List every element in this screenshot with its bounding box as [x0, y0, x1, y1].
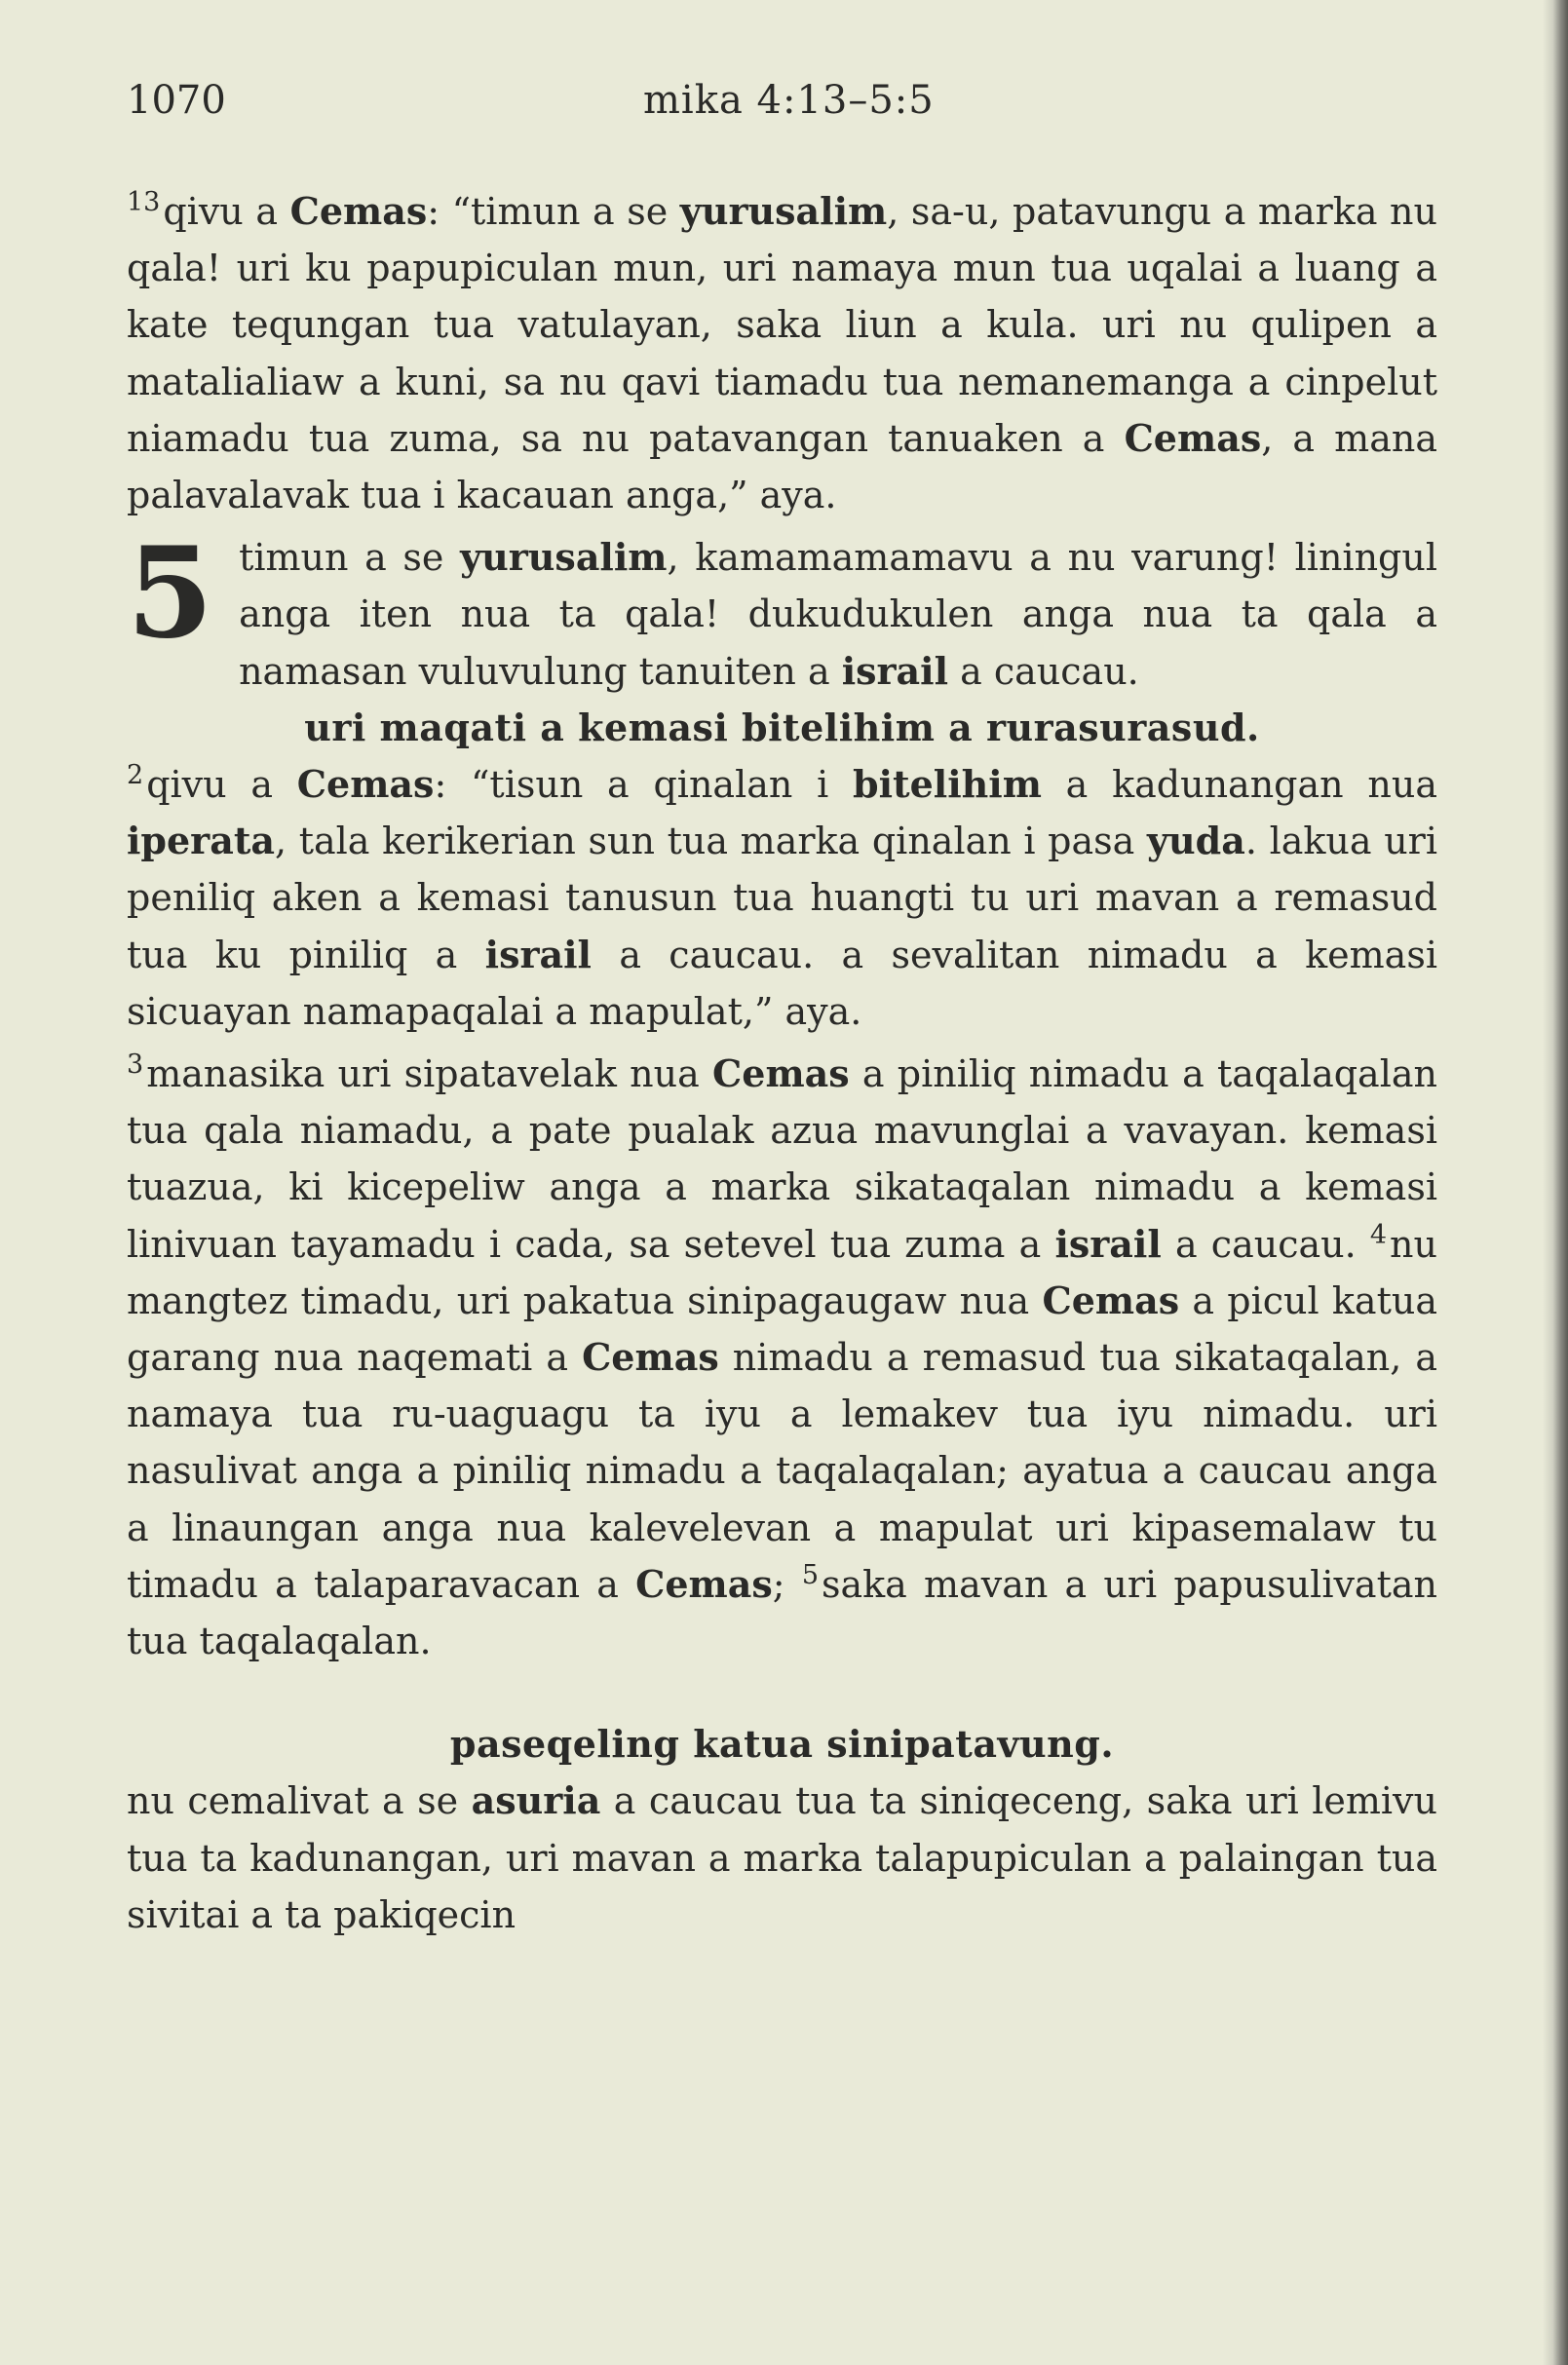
verse-text: a caucau. a sevalitan nimadu a kemasi sicuayan namapaqalai a mapulat,” aya.	[127, 933, 1437, 1033]
section-title: paseqeling katua sinipatavung.	[449, 1722, 1115, 1767]
verse-text: nimadu a remasud tua sikataqalan, a namaya tua ru-uaguagu ta iyu a lemakev tua iyu nimadu. uri nasulivat anga a piniliq nimadu a taqalaqalan; ayatua a caucau anga a linaungan anga nua kalevelevan a mapulat uri kipasemalaw tu timadu a talaparavacan a	[127, 1336, 1438, 1606]
bold-term: asuria	[471, 1778, 601, 1823]
body-text	[127, 183, 1437, 1943]
verse-text: a caucau tua ta siniqeceng, saka uri lemivu tua ta kadunangan, uri mavan a marka talapupiculan a palaingan tua sivitai a ta pakiqecin	[127, 1779, 1437, 1936]
running-head: mika 4:13–5:5	[643, 78, 935, 123]
bold-term: Cemas	[296, 762, 435, 807]
verse-text: a caucau.	[948, 649, 1139, 693]
verse-text: , tala kerikerian sun tua marka qinalan i pasa	[275, 820, 1147, 863]
verse-text: : “tisun a qinalan i	[434, 763, 854, 807]
verse-text: qivu a	[146, 763, 297, 807]
bold-term: Cemas	[582, 1335, 719, 1380]
verse-text: manasika uri sipatavelak nua	[146, 1052, 713, 1096]
verse-number: 13	[127, 187, 161, 218]
verse-text: saka mavan a uri papusulivatan tua taqalaqalan.	[127, 1562, 1437, 1663]
bold-term: yurusalim	[460, 535, 668, 580]
chapter-number: 5	[127, 520, 214, 668]
verse-number: 2	[127, 760, 144, 791]
verse-text: a caucau.	[1161, 1222, 1370, 1266]
bold-term: Cemas	[1042, 1278, 1180, 1322]
verse-text: , sa-u, patavungu a marka nu qala! uri ku papupiculan mun, uri namaya mun tua uqalai a luang a kate tequngan tua vatulayan, saka liun a kula. uri nu qulipen a matalialiaw a kuni, sa nu qavi tiamadu tua nemanemanga a cinpelut niamadu tua zuma, sa nu patavangan tanuaken a	[127, 190, 1437, 460]
verse-text: . lakua uri peniliq aken a kemasi tanusun tua huangti tu uri mavan a remasud tua ku piniliq a	[127, 820, 1437, 976]
verse-paragraph-3	[127, 1046, 1437, 1669]
verse-number: 5	[801, 1560, 819, 1591]
page-header	[127, 68, 1437, 136]
verse-text: ;	[772, 1562, 802, 1606]
verse-paragraph-13	[127, 183, 1437, 523]
verse-text: : “timun a se	[427, 190, 680, 233]
bold-term: israil	[1054, 1221, 1162, 1266]
bold-term: israil	[484, 932, 592, 976]
bold-term: yuda	[1146, 819, 1245, 863]
verse-text: nu cemalivat a se	[127, 1779, 472, 1823]
page-number: 1070	[127, 78, 226, 123]
bold-term: Cemas	[289, 189, 428, 233]
verse-text: nu mangtez timadu, uri pakatua sinipagaugaw nua	[127, 1222, 1437, 1322]
verse-paragraph-final	[127, 1773, 1437, 1943]
bold-term: Cemas	[1124, 415, 1262, 460]
verse-text: , a mana palavalavak tua i kacauan anga,” aya.	[127, 416, 1437, 517]
verse-text: timun a se	[239, 536, 461, 580]
verse-number: 4	[1369, 1220, 1388, 1250]
verse-text: a kadunangan nua	[1041, 763, 1437, 807]
bold-term: Cemas	[712, 1051, 850, 1096]
bold-term: bitelihim	[853, 762, 1042, 807]
bold-term: Cemas	[635, 1561, 773, 1606]
verse-text: a picul katua garang nua naqemati a	[127, 1278, 1437, 1380]
bold-term: israil	[841, 648, 949, 693]
verse-paragraph-2	[127, 756, 1437, 1040]
verse-number: 3	[127, 1049, 144, 1081]
section-title: uri maqati a kemasi bitelihim a rurasurasud.	[304, 705, 1260, 749]
page-edge	[1543, 0, 1568, 2365]
verse-text: , kamamamamavu a nu varung! liningul anga iten nua ta qala! dukudukulen anga nua ta qala a namasan vuluvulung tanuiten a	[239, 536, 1437, 693]
bold-term: yurusalim	[679, 189, 888, 233]
verse-text: qivu a	[163, 190, 290, 233]
verse-text: a piniliq nimadu a taqalaqalan tua qala niamadu, a pate pualak azua mavunglai a vavayan. kemasi tuazua, ki kicepeliw anga a marka sikataqalan nimadu a kemasi linivuan tayamadu i cada, sa setevel tua zuma a	[127, 1052, 1437, 1266]
chapter-paragraph	[127, 520, 1437, 700]
bold-term: iperata	[127, 819, 275, 863]
